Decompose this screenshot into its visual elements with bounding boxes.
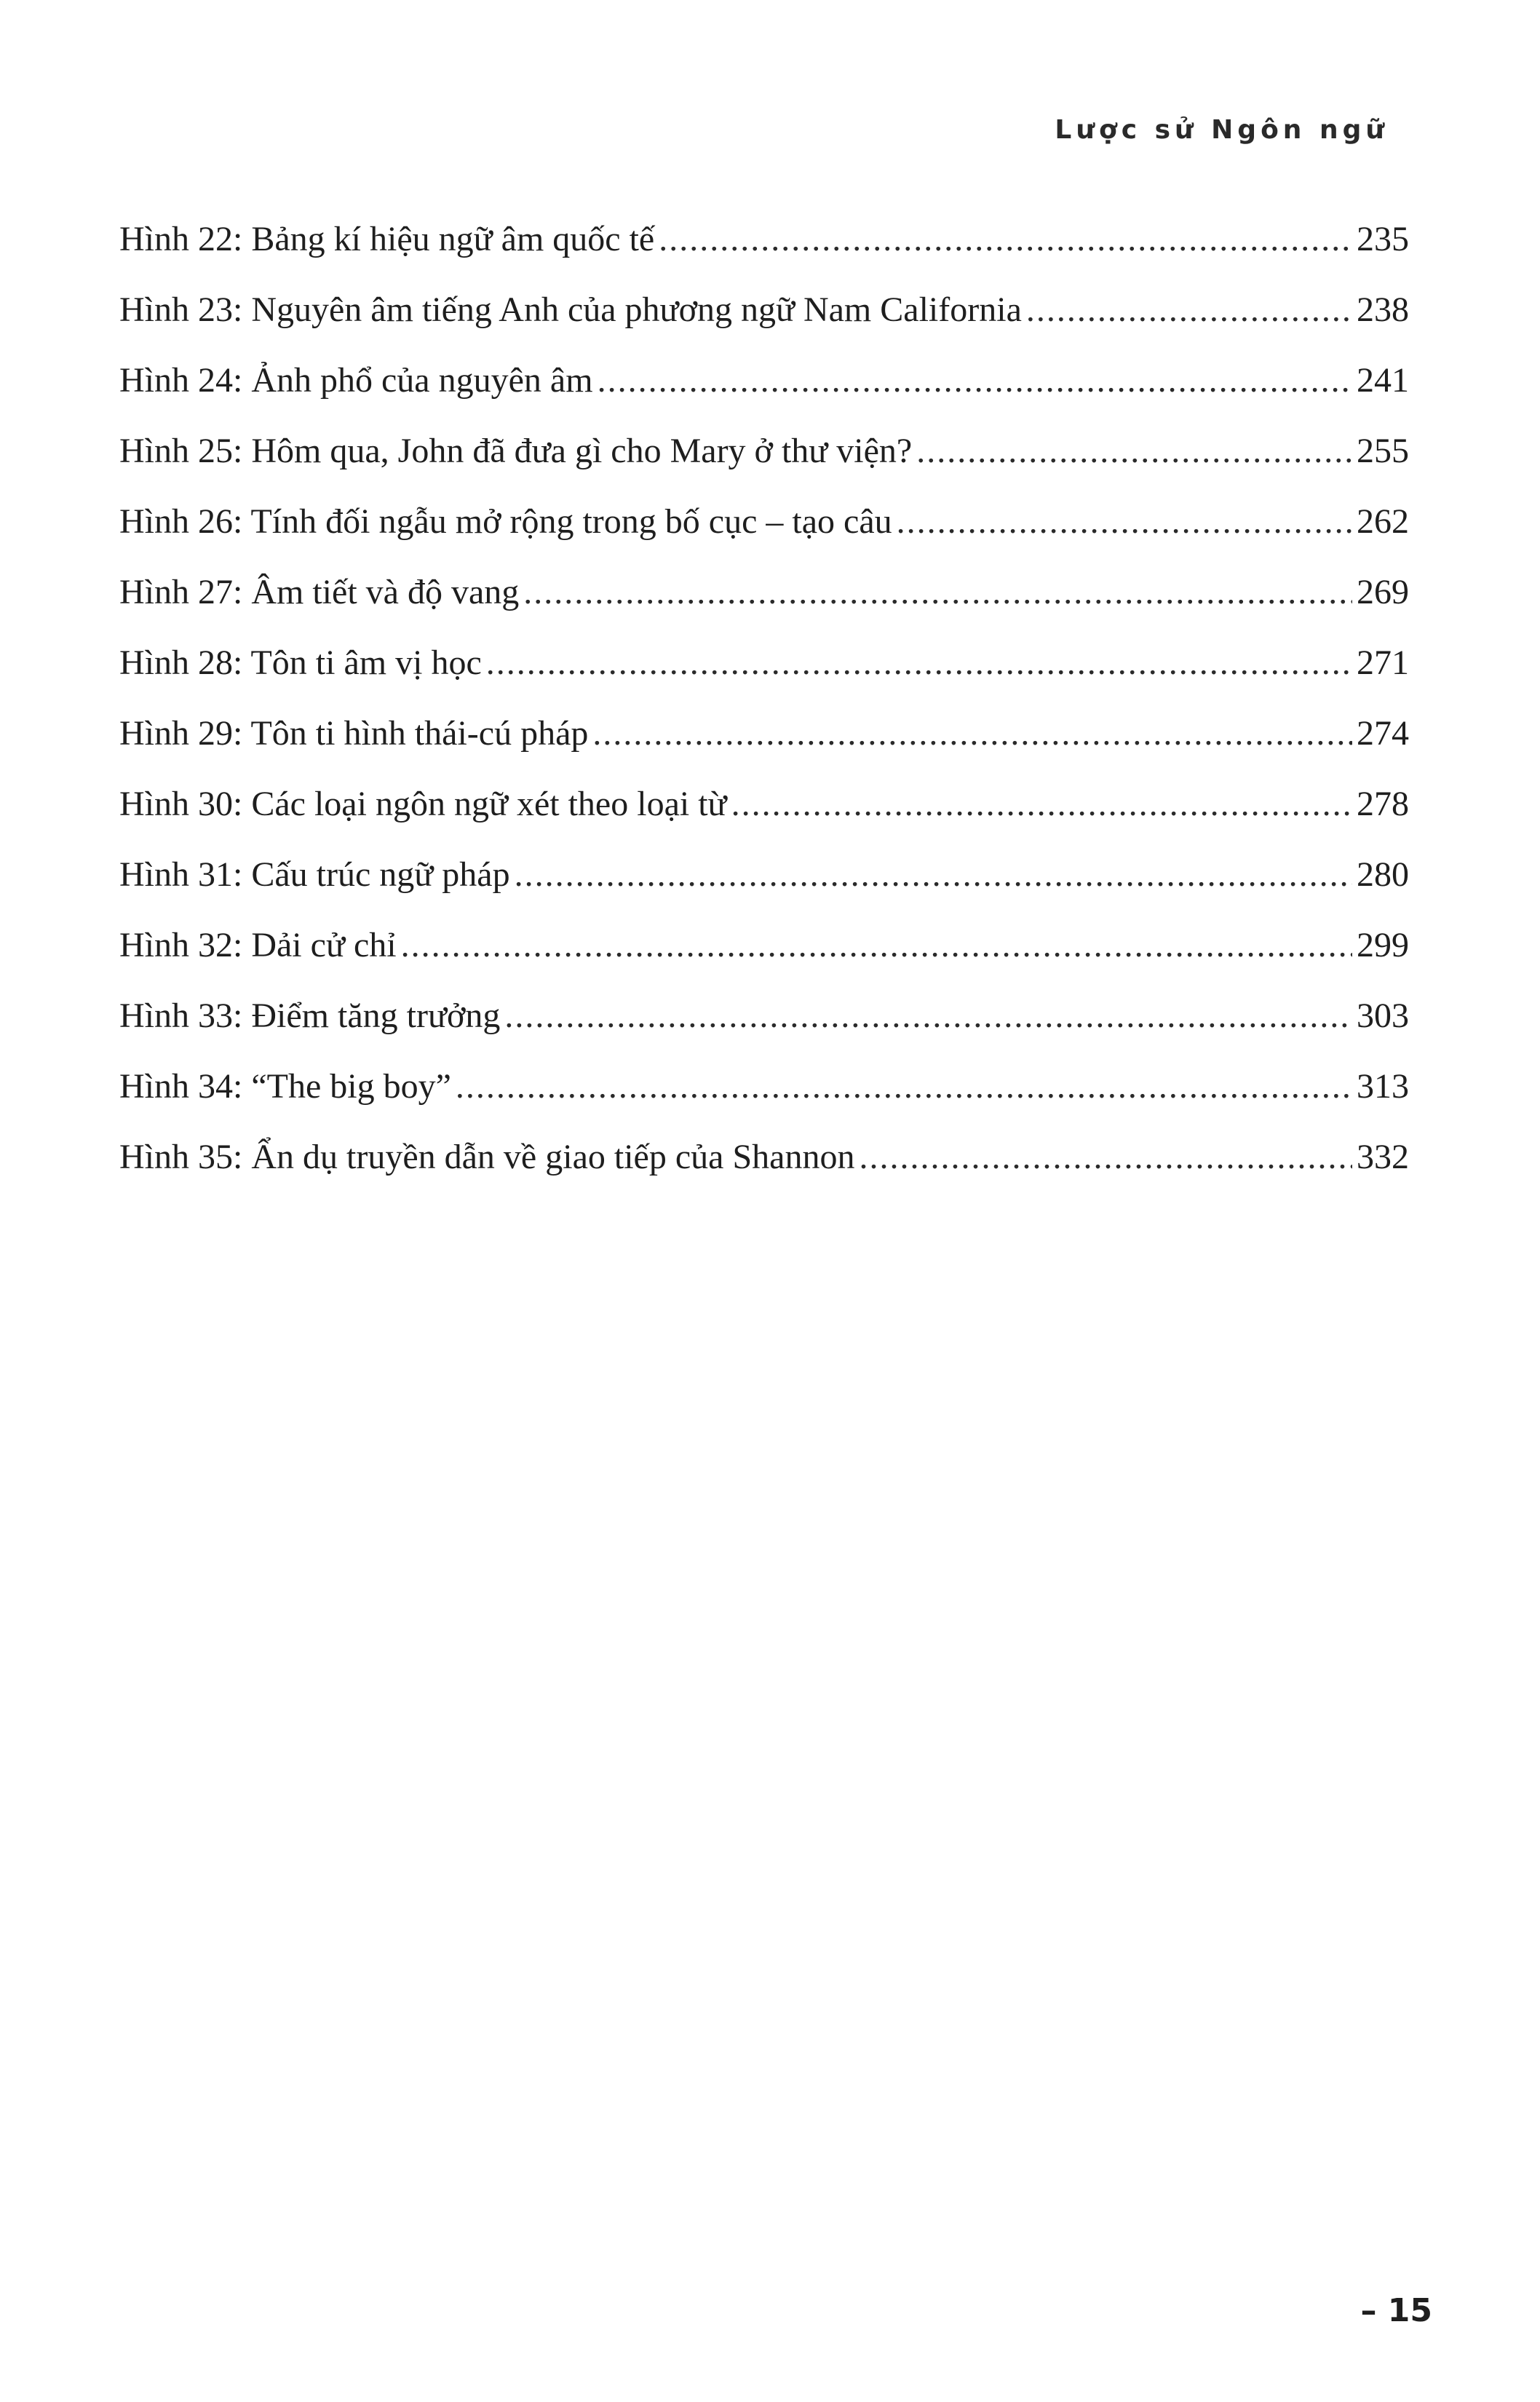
toc-entry <box>119 416 1409 486</box>
toc-entry-title: Hình 34: “The big boy” <box>119 1067 451 1106</box>
toc-entry-page: 280 <box>1357 855 1409 894</box>
toc-entry <box>119 1122 1409 1192</box>
toc-entry-page: 274 <box>1357 714 1409 753</box>
toc-entry-title: Hình 30: Các loại ngôn ngữ xét theo loại từ <box>119 785 727 823</box>
toc-entry-title: Hình 29: Tôn ti hình thái-cú pháp <box>119 714 589 753</box>
toc-dot-leader <box>401 910 1352 980</box>
toc-dot-leader <box>515 839 1352 910</box>
toc-dot-leader <box>486 627 1352 698</box>
toc-entry <box>119 910 1409 980</box>
toc-dot-leader <box>523 557 1352 627</box>
toc-dot-leader <box>659 204 1352 274</box>
toc-entry-page: 255 <box>1357 432 1409 470</box>
toc-entry <box>119 769 1409 839</box>
toc-dot-leader <box>504 980 1352 1051</box>
toc-dot-leader <box>731 769 1352 839</box>
toc-entry-page: 262 <box>1357 502 1409 541</box>
toc-dot-leader <box>598 345 1352 416</box>
toc-entry-title: Hình 28: Tôn ti âm vị học <box>119 643 482 682</box>
toc-entry-title: Hình 33: Điểm tăng trưởng <box>119 996 501 1035</box>
toc-entry <box>119 627 1409 698</box>
toc-entry <box>119 839 1409 910</box>
toc-entry-title: Hình 27: Âm tiết và độ vang <box>119 573 520 611</box>
toc-entry-title: Hình 23: Nguyên âm tiếng Anh của phương ngữ Nam California <box>119 290 1022 329</box>
toc-entry-title: Hình 25: Hôm qua, John đã đưa gì cho Mary ở thư viện? <box>119 432 913 470</box>
toc-entry-title: Hình 24: Ảnh phổ của nguyên âm <box>119 361 593 400</box>
toc-entry-page: 241 <box>1357 361 1409 400</box>
toc-entry <box>119 486 1409 557</box>
toc-dot-leader <box>859 1122 1352 1192</box>
toc-entry-page: 271 <box>1357 643 1409 682</box>
toc-dot-leader <box>1026 274 1352 345</box>
toc-entry-page: 278 <box>1357 785 1409 823</box>
toc-entry-page: 269 <box>1357 573 1409 611</box>
toc-entry-title: Hình 32: Dải cử chỉ <box>119 926 397 964</box>
toc-entry <box>119 204 1409 274</box>
running-header: Lược sử Ngôn ngữ <box>1055 115 1389 145</box>
toc-dot-leader <box>456 1051 1352 1122</box>
toc-entry-title: Hình 31: Cấu trúc ngữ pháp <box>119 855 510 894</box>
toc-entry <box>119 345 1409 416</box>
toc-entry <box>119 1051 1409 1122</box>
toc-entry-title: Hình 35: Ẩn dụ truyền dẫn về giao tiếp của Shannon <box>119 1138 855 1176</box>
toc-entry <box>119 557 1409 627</box>
toc-entry <box>119 698 1409 769</box>
page-number: – 15 <box>1360 2292 1432 2329</box>
toc-entry-page: 313 <box>1357 1067 1409 1106</box>
toc-entry-page: 303 <box>1357 996 1409 1035</box>
toc-entry-page: 235 <box>1357 220 1409 258</box>
toc-entry-title: Hình 22: Bảng kí hiệu ngữ âm quốc tế <box>119 220 655 258</box>
toc-dot-leader <box>897 486 1352 557</box>
toc-dot-leader <box>916 416 1352 486</box>
table-of-figures <box>119 204 1409 1192</box>
toc-entry <box>119 274 1409 345</box>
toc-entry-title: Hình 26: Tính đối ngẫu mở rộng trong bố cục – tạo câu <box>119 502 892 541</box>
toc-entry <box>119 980 1409 1051</box>
toc-entry-page: 332 <box>1357 1138 1409 1176</box>
toc-entry-page: 238 <box>1357 290 1409 329</box>
toc-entry-page: 299 <box>1357 926 1409 964</box>
toc-dot-leader <box>592 698 1352 769</box>
